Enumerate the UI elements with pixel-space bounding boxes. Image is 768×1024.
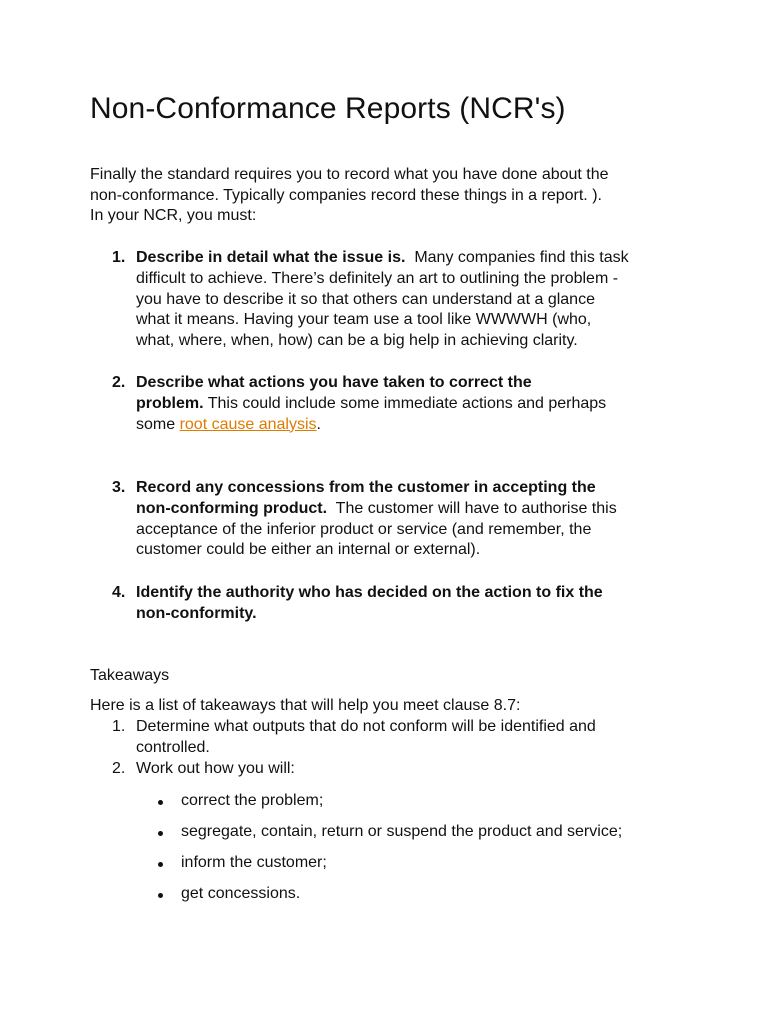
bullet-icon <box>158 862 163 867</box>
step-text: customer could be either an internal or external). <box>136 541 481 559</box>
step-heading: Record any concessions from the customer in accepting the <box>136 479 596 496</box>
bullet-text: segregate, contain, return or suspend the product and service; <box>181 823 623 840</box>
list-number: 4. <box>112 584 126 601</box>
step-text: The customer will have to authorise this <box>327 499 617 517</box>
list-number: 3. <box>112 479 126 496</box>
ncr-steps-list <box>90 248 690 352</box>
ncr-steps-list <box>90 583 690 625</box>
page-title: Non-Conformance Reports (NCR's) <box>90 92 566 125</box>
step-heading: non-conforming product. <box>136 499 328 517</box>
bullet-text: correct the problem; <box>181 792 324 809</box>
actions-bullet-list <box>155 791 622 915</box>
list-number: 2. <box>112 759 126 777</box>
bullet-item <box>155 884 622 915</box>
list-item-text: Work out how you will: <box>136 759 295 777</box>
root-cause-analysis-link[interactable]: root cause analysis <box>179 415 317 433</box>
list-item <box>90 583 690 625</box>
step-text: acceptance of the inferior product or service (and remember, the <box>136 520 592 538</box>
bullet-icon <box>158 893 163 898</box>
bullet-item <box>155 853 622 884</box>
step-heading: Describe what actions you have taken to correct the <box>136 374 532 391</box>
step-heading: Describe in detail what the issue is. <box>136 249 406 266</box>
list-item <box>90 373 690 435</box>
ncr-steps-list <box>90 478 690 561</box>
step-text: difficult to achieve. There’s definitely an art to outlining the problem - <box>136 269 619 287</box>
ncr-steps-list <box>90 373 690 435</box>
list-number: 2. <box>112 374 126 391</box>
step-heading: non-conformity. <box>136 604 257 622</box>
step-text: you have to describe it so that others can understand at a glance <box>136 290 595 308</box>
step-text: Many companies find this task <box>405 249 629 266</box>
list-item-text: Determine what outputs that do not conform will be identified and <box>136 718 596 735</box>
list-number: 1. <box>112 249 126 266</box>
step-text: what it means. Having your team use a tool like WWWWH (who, <box>136 311 592 329</box>
step-heading: Identify the authority who has decided on the action to fix the <box>136 584 603 601</box>
step-text: . <box>316 415 321 433</box>
bullet-item <box>155 791 622 822</box>
list-item <box>90 478 690 561</box>
list-item <box>90 759 690 780</box>
bullet-item <box>155 822 622 853</box>
bullet-text: inform the customer; <box>181 854 327 871</box>
takeaways-intro: Here is a list of takeaways that will help you meet clause 8.7: <box>90 697 521 714</box>
intro-line: Finally the standard requires you to record what you have done about the <box>90 166 609 183</box>
list-item <box>90 717 690 759</box>
list-item <box>90 248 690 352</box>
bullet-icon <box>158 831 163 836</box>
takeaways-heading: Takeaways <box>90 667 170 684</box>
list-number: 1. <box>112 718 126 735</box>
bullet-text: get concessions. <box>181 885 301 902</box>
step-text: This could include some immediate actions and perhaps <box>203 394 607 412</box>
step-text: what, where, when, how) can be a big help in achieving clarity. <box>136 332 578 350</box>
step-text: some <box>136 415 180 433</box>
list-item-text: controlled. <box>136 738 210 756</box>
step-heading: problem. <box>136 394 204 412</box>
intro-line: non-conformance. Typically companies record these things in a report. ). <box>90 186 602 204</box>
bullet-icon <box>158 800 163 805</box>
intro-paragraph <box>90 165 680 227</box>
takeaways-list <box>90 717 690 779</box>
intro-line: In your NCR, you must: <box>90 207 257 224</box>
